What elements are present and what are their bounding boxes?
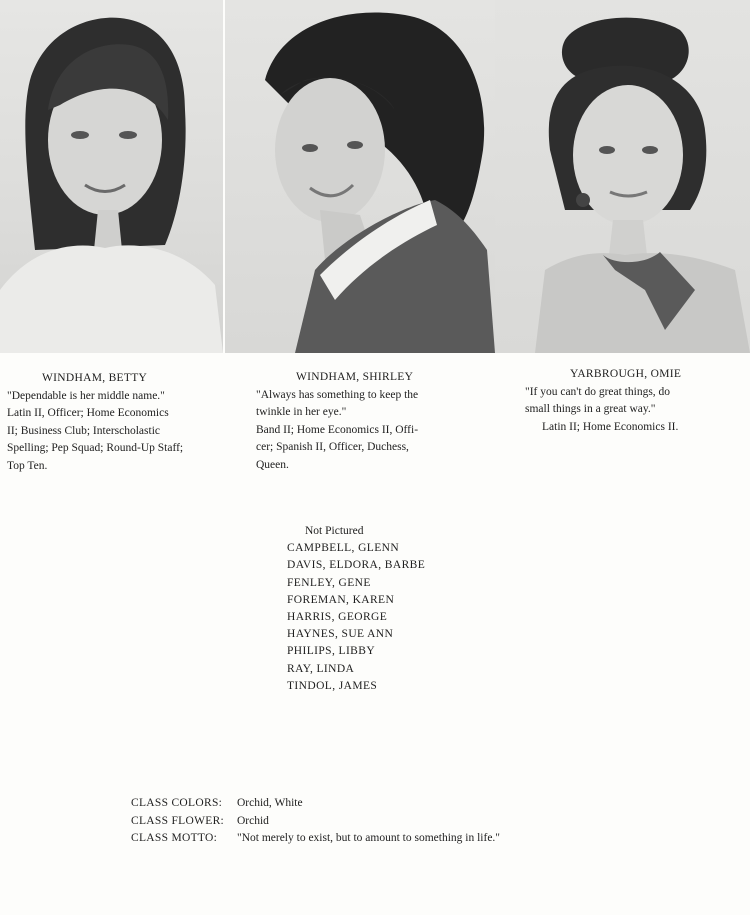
class-flower-value: Orchid bbox=[237, 814, 269, 827]
list-item: RAY, LINDA bbox=[287, 662, 355, 675]
bio-yarbrough-omie bbox=[525, 366, 747, 436]
class-motto-label: CLASS MOTTO: bbox=[131, 832, 218, 844]
list-item: FENLEY, GENE bbox=[287, 576, 371, 589]
bio-windham-betty bbox=[7, 370, 222, 475]
list-item: CAMPBELL, GLENN bbox=[287, 542, 400, 555]
activity-line: Latin II, Officer; Home Economics bbox=[7, 407, 169, 419]
activity-line: Spelling; Pep Squad; Round-Up Staff; bbox=[7, 442, 184, 454]
portrait-yarbrough-omie bbox=[495, 0, 750, 353]
class-motto-value: "Not merely to exist, but to amount to something in life." bbox=[237, 832, 500, 844]
not-pictured-list bbox=[287, 523, 425, 695]
activity-line: II; Business Club; Interscholastic bbox=[7, 424, 160, 437]
class-flower-label: CLASS FLOWER: bbox=[131, 814, 225, 827]
activity-line: Queen. bbox=[256, 458, 289, 471]
activity-line: Top Ten. bbox=[7, 459, 48, 472]
list-item: TINDOL, JAMES bbox=[287, 679, 378, 692]
portrait-row bbox=[0, 0, 750, 353]
class-colors-value: Orchid, White bbox=[237, 797, 303, 809]
student-quote: "Dependable is her middle name." bbox=[7, 389, 165, 402]
activity-line: Band II; Home Economics II, Offi- bbox=[256, 423, 419, 436]
list-item: HARRIS, GEORGE bbox=[287, 611, 388, 624]
activity-line: small things in a great way." bbox=[525, 403, 656, 415]
class-info bbox=[131, 795, 500, 848]
class-colors-label: CLASS COLORS: bbox=[131, 797, 223, 809]
list-item: HAYNES, SUE ANN bbox=[287, 628, 394, 641]
not-pictured-heading: Not Pictured bbox=[305, 525, 364, 537]
portrait-windham-betty bbox=[0, 0, 223, 353]
student-name: WINDHAM, SHIRLEY bbox=[296, 371, 414, 383]
class-motto-row bbox=[131, 830, 500, 848]
portrait-windham-shirley bbox=[225, 0, 495, 353]
student-quote: "Always has something to keep the bbox=[256, 388, 419, 401]
activity-line: Latin II; Home Economics II. bbox=[542, 420, 679, 433]
activity-line: twinkle in her eye." bbox=[256, 406, 347, 418]
list-item: FOREMAN, KAREN bbox=[287, 593, 395, 606]
list-item: DAVIS, ELDORA, BARBE bbox=[287, 559, 426, 572]
class-colors-row bbox=[131, 795, 500, 813]
student-name: YARBROUGH, OMIE bbox=[570, 368, 682, 380]
student-quote: "If you can't do great things, do bbox=[525, 385, 671, 398]
bio-windham-shirley bbox=[256, 369, 476, 474]
student-name: WINDHAM, BETTY bbox=[42, 372, 148, 384]
list-item: PHILIPS, LIBBY bbox=[287, 645, 376, 658]
class-flower-row bbox=[131, 813, 500, 831]
activity-line: cer; Spanish II, Officer, Duchess, bbox=[256, 441, 409, 453]
